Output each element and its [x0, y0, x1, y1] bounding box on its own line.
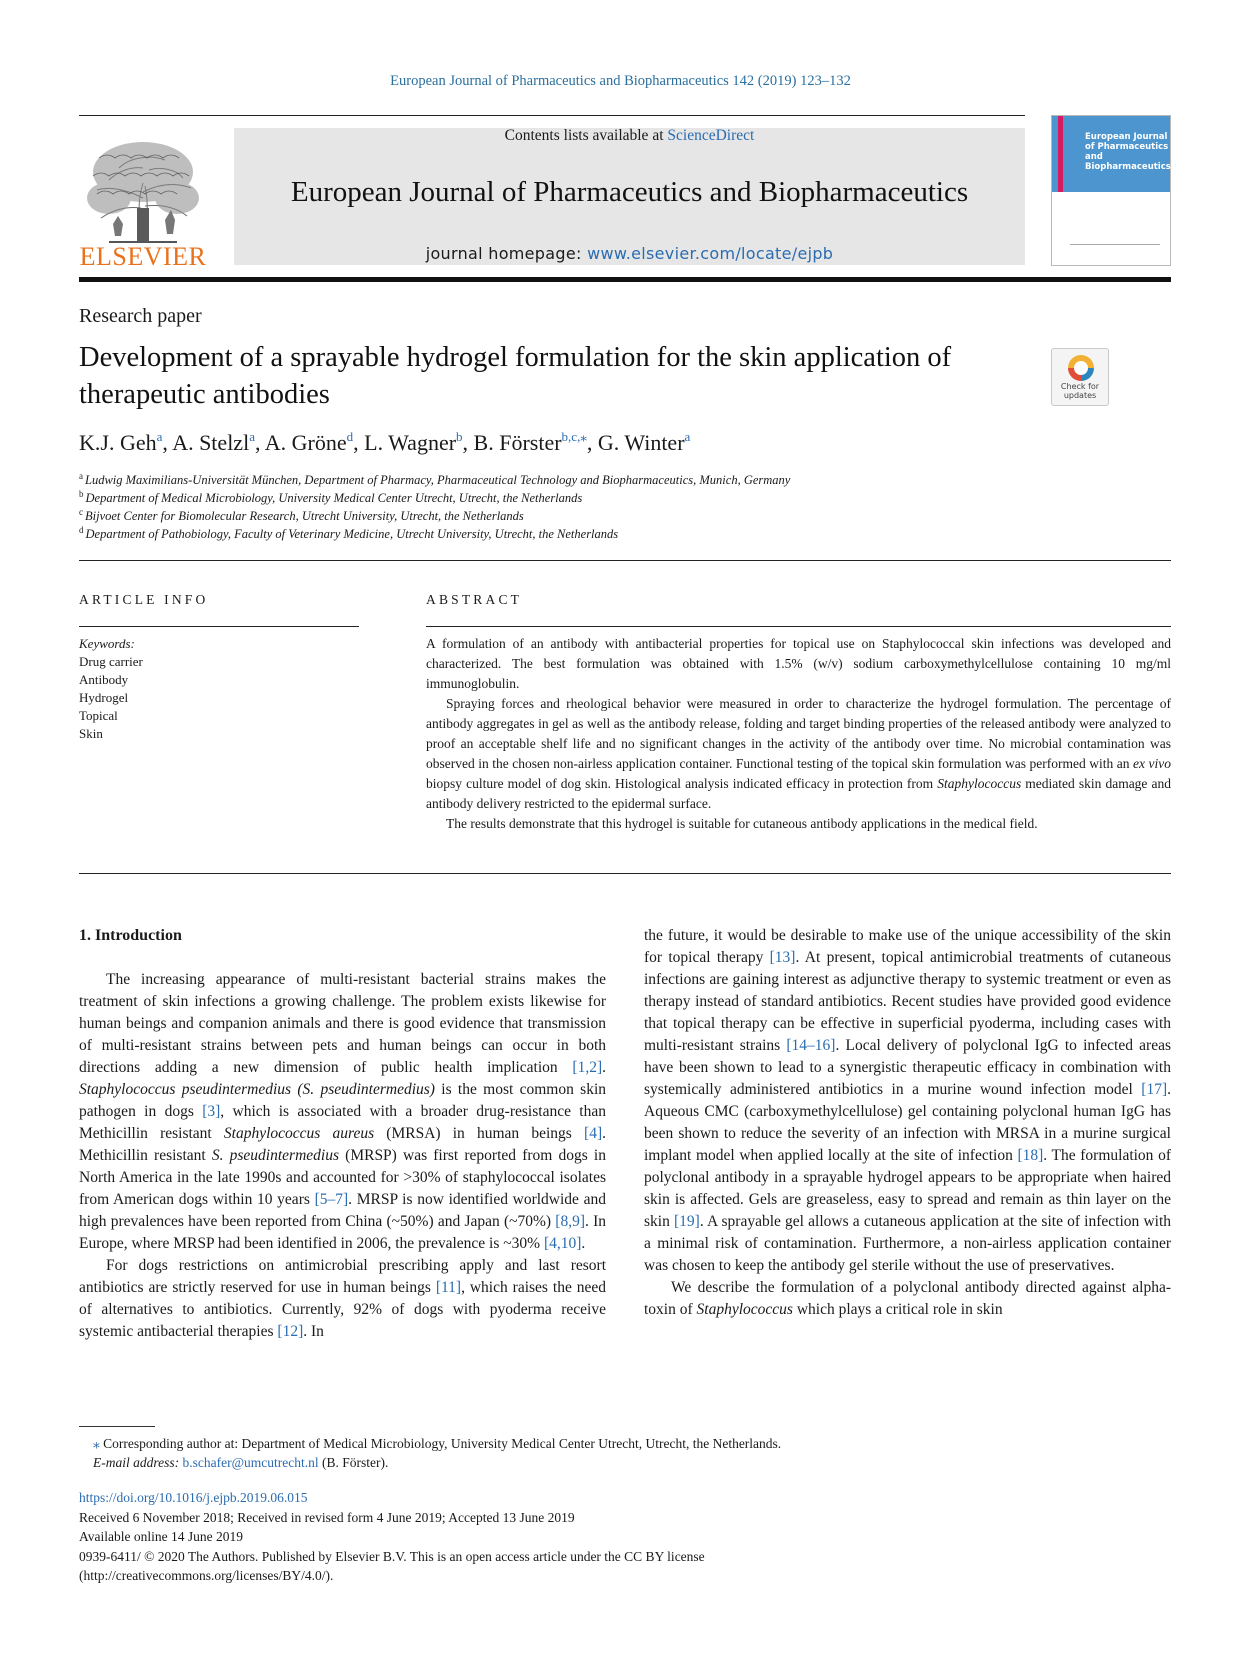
doi-link[interactable]: https://doi.org/10.1016/j.ejpb.2019.06.015 [79, 1490, 308, 1505]
emphasized-text: Staphylococcus pseudintermedius (S. pseudintermedius) [79, 1081, 435, 1098]
article-type: Research paper [79, 305, 202, 327]
article-info-rule [79, 626, 359, 627]
citation-link[interactable]: [5–7] [314, 1191, 349, 1208]
text-run: , which is associated with a broader drug-resistance than Methicillin resistant [79, 1103, 606, 1142]
author-affiliation-mark[interactable]: b,c,⁎ [561, 429, 587, 444]
footnote [79, 1434, 1171, 1472]
body-paragraph [79, 969, 606, 1255]
keyword: Skin [79, 726, 103, 741]
homepage-prefix: journal homepage: [425, 244, 588, 263]
keyword: Antibody [79, 672, 129, 687]
emphasized-text: Staphylococcus [696, 1301, 793, 1318]
body-paragraph [644, 925, 1171, 1277]
footnote-mark: ⁎ [93, 1436, 100, 1451]
abstract-end-divider [79, 873, 1171, 874]
text-run: . Methicillin resistant [79, 1125, 606, 1164]
citation-link[interactable]: [13] [769, 949, 796, 966]
citation-link[interactable]: [8,9] [555, 1213, 585, 1230]
text-run: (MRSA) in human beings [374, 1125, 585, 1142]
text-run: . Aqueous CMC (carboxymethylcellulose) gel containing polyclonal human IgG has been shown to reduce the severity of an infection with MRSA in a murine surgical implant model when applied locally at the site of infection [644, 1081, 1171, 1164]
text-run: . In [303, 1323, 324, 1340]
citation-link[interactable]: [3] [202, 1103, 221, 1120]
author-affiliation-mark[interactable]: a [684, 429, 691, 444]
cover-footer-rule [1070, 244, 1160, 252]
citation-link[interactable]: [19] [674, 1213, 700, 1230]
cover-title: European Journal of Pharmaceutics and Biopharmaceutics [1085, 132, 1171, 172]
author-affiliation-mark[interactable]: a [249, 429, 255, 444]
text-run: (MRSP) was first reported from dogs in North America in the late 1990s and accounted for >30% of staphylococcal isolates from American dogs within 10 years [79, 1147, 606, 1208]
keyword: Hydrogel [79, 690, 129, 705]
check-for-updates-button[interactable] [1051, 348, 1109, 406]
affiliations-divider [79, 560, 1171, 561]
author[interactable]: B. Förster$^{b,c,⁎}$ [473, 429, 587, 455]
citation-link[interactable]: [4] [584, 1125, 603, 1142]
text-run: , which raises the need of alternatives to antibiotics. Currently, 92% of dogs with pyoderma receive systemic antibacterial therapies [79, 1279, 607, 1340]
masthead-divider [79, 277, 1171, 282]
text-run: the future, it would be desirable to make use of the unique accessibility of the skin for topical therapy [644, 927, 1171, 966]
body-column-left [79, 969, 606, 1343]
affiliation: $^b$ Department of Medical Microbiology, University Medical Center Utrecht, Utrecht, the Netherlands [79, 489, 583, 505]
crossmark-icon-center [1074, 361, 1088, 375]
section-heading-introduction: 1. Introduction [79, 927, 182, 944]
body-paragraph [644, 1277, 1171, 1321]
affiliation: $^c$ Bijvoet Center for Biomolecular Research, Utrecht University, Utrecht, the Netherlands [79, 507, 524, 523]
journal-title: European Journal of Pharmaceutics and Biopharmaceutics [290, 176, 969, 208]
author[interactable]: G. Winter$^a$ [597, 429, 691, 455]
sciencedirect-link[interactable]: ScienceDirect [667, 127, 755, 144]
elsevier-wordmark: ELSEVIER [79, 242, 207, 271]
citation-link[interactable]: [1,2] [572, 1059, 603, 1076]
text-run: For dogs restrictions on antimicrobial prescribing apply and last resort antibiotics are strictly reserved for use in human beings [79, 1257, 606, 1296]
text-run: which plays a critical role in skin [792, 1301, 1003, 1318]
citation-link[interactable]: [14–16] [786, 1037, 836, 1054]
abstract-paragraph: A formulation of an antibody with antibacterial properties for topical use on Staphylococcal skin infections was developed and characterized. The best formulation was obtained with 1.5% (w/v) sodium carboxymethylcellulose containing 10 mg/ml immunoglobulin. [426, 636, 1171, 691]
journal-reference[interactable]: European Journal of Pharmaceutics and Biopharmaceutics 142 (2019) 123–132 [390, 73, 851, 89]
license-url[interactable]: (http://creativecommons.org/licenses/BY/4.0/). [79, 1568, 334, 1583]
keyword: Drug carrier [79, 654, 143, 669]
received-dates: Received 6 November 2018; Received in revised form 4 June 2019; Accepted 13 June 2019 [79, 1509, 575, 1525]
emphasized-text: S. pseudintermedius [211, 1147, 339, 1164]
contents-prefix: Contents lists available at [504, 127, 668, 144]
email-link[interactable]: b.schafer@umcutrecht.nl [182, 1455, 319, 1470]
text-run: . MRSP is now identified worldwide and high prevalences have been reported from China (~50%) and Japan (~70%) [79, 1191, 607, 1230]
citation-link[interactable]: [18] [1017, 1147, 1044, 1164]
text-run: The increasing appearance of multi-resistant bacterial strains makes the treatment of skin infections a growing challenge. The problem exists likewise for human beings and companion animals and there is good evidence that transmission of multi-resistant strains between pets and human beings can occur in both directions adding a new dimension of public health implication [79, 971, 606, 1076]
cover-accent-strip [1058, 116, 1063, 192]
check-for-updates-label: Check for updates [1060, 382, 1100, 400]
abstract-rule [426, 626, 1171, 627]
article-info-heading: ARTICLE INFO [79, 592, 209, 607]
journal-homepage-line [234, 244, 1025, 263]
email-label: E-mail address: [93, 1455, 183, 1470]
citation-link[interactable]: [17] [1141, 1081, 1168, 1098]
author[interactable]: A. Gröne$^d$ [264, 429, 354, 455]
available-online-date: Available online 14 June 2019 [79, 1529, 243, 1544]
author-affiliation-mark[interactable]: a [156, 429, 163, 444]
keyword: Topical [79, 708, 118, 723]
abstract-heading: ABSTRACT [426, 592, 523, 607]
body-column-right [644, 925, 1171, 1321]
affiliation: $^a$ Ludwig Maximilians-Universität München, Department of Pharmacy, Pharmaceutical Technology and Biopharmaceutics, Munich, Germany [79, 471, 791, 487]
keywords-block [79, 635, 359, 743]
footnote-rule [79, 1426, 155, 1427]
body-paragraph [79, 1255, 606, 1343]
author-affiliation-mark[interactable]: d [346, 429, 354, 444]
text-run: . [602, 1059, 606, 1076]
text-run: . At present, topical antimicrobial treatments of cutaneous infections are gaining interest as adjunctive therapy to systemic treatment or even as therapy instead of standard antibiotics. Recent studies have provided good evidence that topical therapy can be effective in superficial pyoderma, including cases with multi-resistant strains [644, 949, 1171, 1054]
email-line: E-mail address: b.schafer@umcutrecht.nl (B. Förster). [93, 1455, 389, 1470]
text-run: . A sprayable gel allows a cutaneous application at the site of infection with a minimal risk of contamination. Furthermore, a non-airless application container was chosen to keep the antibody gel sterile without the use of preservatives. [644, 1213, 1171, 1274]
text-run: . [581, 1235, 586, 1252]
article-title: Development of a sprayable hydrogel formulation for the skin application of therapeutic antibodies [79, 342, 952, 410]
author-affiliation-mark[interactable]: b [456, 429, 463, 444]
corresponding-author-note: ⁎ Corresponding author at: Department of Medical Microbiology, University Medical Center Utrecht, Utrecht, the Netherlands. [93, 1436, 782, 1451]
author[interactable]: A. Stelzl$^a$ [172, 429, 255, 455]
keywords-label: Keywords: [79, 636, 135, 651]
citation-link[interactable]: [12] [277, 1323, 304, 1340]
contents-available-line [234, 127, 1025, 145]
header-rule [79, 115, 1025, 116]
abstract-paragraph: Spraying forces and rheological behavior were measured in order to characterize the hydrogel formulation. The percentage of antibody aggregates in gel as well as the antibody release, folding and target binding properties of the released antibody were analyzed to proof an acceptable shelf life and no significant changes in the activity of the antibody over time. No microbial contamination was observed in the chosen non-airless application container. Functional testing of the topical skin formulation was performed with an ex vivo biopsy culture model of dog skin. Histological analysis indicated efficacy in protection from Staphylococcus mediated skin damage and antibody delivery restricted to the epidermal surface. [426, 696, 1172, 811]
affiliation: $^d$ Department of Pathobiology, Faculty of Veterinary Medicine, Utrecht University, Utrecht, the Netherlands [79, 525, 619, 541]
author[interactable]: K.J. Geh$^a$ [79, 429, 163, 455]
citation-link[interactable]: [4,10] [543, 1235, 582, 1252]
publication-info [79, 1488, 1171, 1586]
text-run: We describe the formulation of a polyclonal antibody directed against alpha-toxin of [644, 1279, 1171, 1318]
text-run: is the most common skin pathogen in dogs [79, 1081, 607, 1120]
license-statement: 0939-6411/ © 2020 The Authors. Published by Elsevier B.V. This is an open access article under the CC BY license [79, 1548, 705, 1564]
emphasized-text: Staphylococcus aureus [223, 1125, 375, 1142]
author[interactable]: L. Wagner$^b$ [364, 429, 463, 455]
text-run: . In Europe, where MRSP had been identified in 2006, the prevalence is ~30% [79, 1213, 606, 1252]
journal-cover-thumbnail[interactable] [1051, 115, 1171, 266]
text-run: . The formulation of polyclonal antibody in a sprayable hydrogel appears to be appropriate when haired skin is affected. Gels are greaseless, easy to spread and remain as thin layer on the skin [644, 1147, 1171, 1230]
abstract-paragraph: The results demonstrate that this hydrogel is suitable for cutaneous antibody applications in the medical field. [446, 816, 1038, 831]
citation-link[interactable]: [11] [435, 1279, 462, 1296]
abstract-body [426, 634, 1171, 834]
text-run: . Local delivery of polyclonal IgG to infected areas have been shown to lead to a synergistic therapeutic efficacy in combination with systemically administered antibiotics in a murine wound infection model [644, 1037, 1171, 1098]
homepage-link[interactable]: www.elsevier.com/locate/ejpb [587, 244, 834, 263]
author-list: K.J. Geh$^a$, A. Stelzl$^a$, A. Gröne$^d$, L. Wagner$^b$, B. Förster$^{b,c,⁎}$, G. Winter$^a$ [79, 429, 691, 455]
